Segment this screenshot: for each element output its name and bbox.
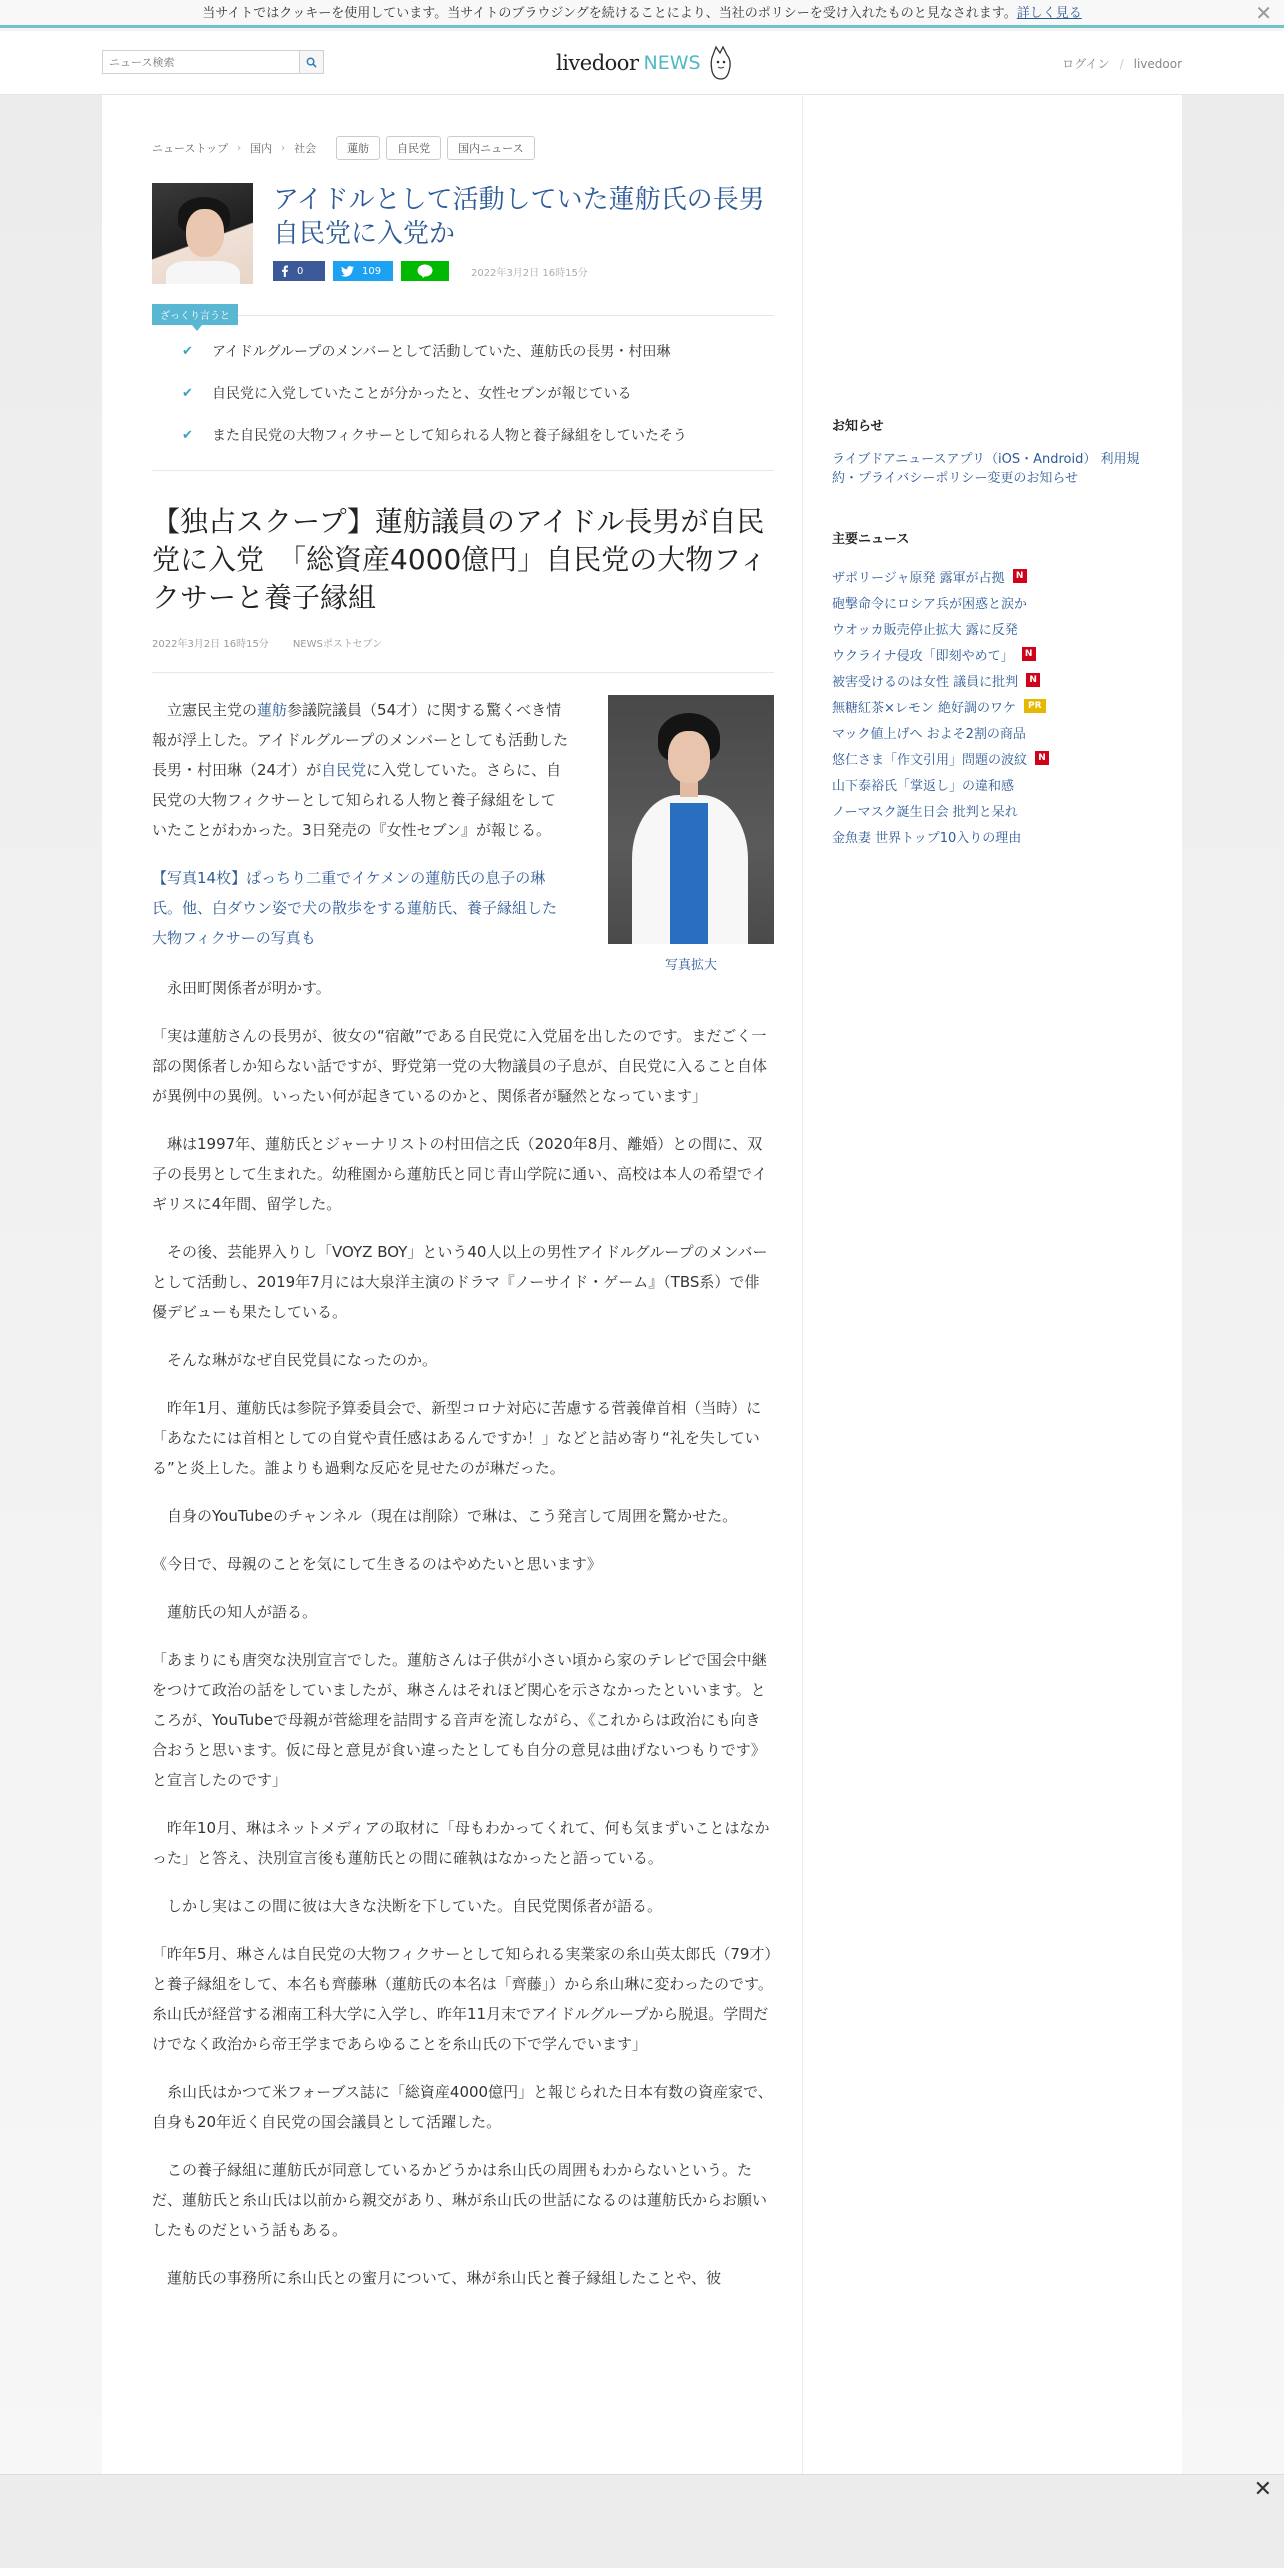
news-item[interactable] [832, 719, 1142, 745]
check-icon: ✔ [182, 385, 193, 401]
notice-link[interactable]: ライブドアニュースアプリ（iOS・Android） 利用規約・プライバシーポリシー変更のお知らせ [832, 452, 1140, 486]
article-lead [152, 695, 774, 973]
news-item-text: ノーマスク誕生日会 批判と呆れ [832, 804, 1018, 820]
share-buttons [273, 261, 774, 281]
news-item[interactable] [832, 641, 1142, 667]
news-item-text: ザポリージャ原発 露軍が占拠 [832, 570, 1005, 586]
new-badge: N [1013, 569, 1027, 583]
search-input[interactable] [103, 51, 299, 73]
login-link[interactable]: ログイン [1062, 57, 1110, 71]
livedoor-news-logo[interactable] [556, 45, 735, 81]
lead-paragraph: 立憲民主党の蓮舫参議院議員（54才）に関する驚くべき情報が浮上した。アイドルグループのメンバーとしても活動した長男・村田琳（24才）が自民党に入党していた。さらに、自民党の大物フィクサーとして知られる人物と養子縁組をしていたことがわかった。3日発売の『女性セブン』が報じる。 [152, 701, 569, 839]
breadcrumb-item-top[interactable]: ニューストップ [152, 142, 229, 155]
body-paragraph: 自身のYouTubeのチャンネル（現在は削除）で琳は、こう発言して周囲を驚かせた。 [167, 1507, 738, 1525]
article-date: 2022年3月2日 16時15分 [152, 639, 269, 650]
news-item-text: ウオッカ販売停止拡大 露に反発 [832, 622, 1018, 638]
summary-item [152, 330, 774, 372]
body-paragraph: その後、芸能界入りし「VOYZ BOY」という40人以上の男性アイドルグループのメンバーとして活動し、2019年7月には大泉洋主演のドラマ『ノーサイド・ゲーム』（TBS系）で俳優デビューも果たしている。 [152, 1243, 768, 1321]
summary-text: 自民党に入党していたことが分かったと、女性セブンが報じている [212, 386, 632, 402]
top-news-heading: 主要ニュース [832, 532, 910, 547]
twitter-share-button[interactable] [333, 261, 393, 281]
search-box [102, 50, 324, 74]
facebook-share-button[interactable] [273, 261, 325, 281]
chevron-right-icon: › [281, 142, 286, 154]
ldp-link[interactable]: 自民党 [321, 761, 367, 779]
news-item[interactable] [832, 693, 1142, 719]
breadcrumb-item-society[interactable]: 社会 [294, 142, 317, 155]
sidebar [832, 415, 1142, 849]
body-paragraph: 蓮舫氏の事務所に糸山氏との蜜月について、琳が糸山氏と養子縁組したことや、彼 [167, 2269, 722, 2287]
breadcrumb-item-domestic[interactable]: 国内 [250, 142, 273, 155]
line-share-button[interactable] [401, 261, 449, 281]
news-item[interactable] [832, 615, 1142, 641]
content-area [102, 95, 1182, 2495]
body-paragraph: 昨年1月、蓮舫氏は参院予算委員会で、新型コロナ対応に苦慮する菅義偉首相（当時）に「あなたには首相としての自覚や責任感はあるんですか！」などと詰め寄り“礼を失している”と炎上した。誰よりも過剰な反応を見せたのが琳だった。 [152, 1399, 762, 1477]
new-badge: N [1035, 751, 1049, 765]
body-paragraph: 昨年10月、琳はネットメディアの取材に「母もわかってくれて、何も気まずいことはなかった」と答え、決別宣言後も蓮舫氏との間に確執はなかったと語っている。 [152, 1819, 770, 1867]
search-button[interactable] [299, 51, 323, 73]
cookie-consent-bar [0, 0, 1284, 28]
line-icon [417, 264, 433, 278]
news-item-text: ウクライナ侵攻「即刻やめて」 [832, 648, 1014, 664]
body-paragraph: 「昨年5月、琳さんは自民党の大物フィクサーとして知られる実業家の糸山英太郎氏（79才）と養子縁組をして、本名も齊藤琳（蓮舫氏の本名は「齊藤」）から糸山琳に変わったのです。糸山氏が経営する湘南工科大学に入学し、昨年11月末でアイドルグループから脱退。学問だけでなく政治から帝王学まであらゆることを糸山氏の下で学んでいます」 [152, 1945, 773, 2053]
article-thumbnail[interactable] [152, 183, 253, 284]
body-paragraph: 琳は1997年、蓮舫氏とジャーナリストの村田信之氏（2020年8月、離婚）との間に、双子の長男として生まれた。幼稚園から蓮舫氏と同じ青山学院に通い、高校は本人の希望でイギリスに4年間、留学した。 [152, 1135, 768, 1213]
photo-gallery-link[interactable]: 【写真14枚】ぱっちり二重でイケメンの蓮舫氏の息子の琳氏。他、白ダウン姿で犬の散歩をする蓮舫氏、養子縁組した大物フィクサーの写真も [152, 869, 558, 947]
body-paragraph: 糸山氏はかつて米フォーブス誌に「総資産4000億円」と報じられた日本有数の資産家で、自身も20年近く自民党の国会議員として活躍した。 [152, 2083, 773, 2131]
cookie-close-icon[interactable]: ✕ [1255, 1, 1272, 25]
top-news-list [832, 563, 1142, 849]
summary-item [152, 372, 774, 414]
news-item[interactable] [832, 745, 1142, 771]
pr-badge: PR [1024, 699, 1046, 713]
new-badge: N [1022, 647, 1036, 661]
body-paragraph: 《今日で、母親のことを気にして生きるのはやめたいと思います》 [152, 1555, 602, 1573]
article-headline: 【独占スクープ】蓮舫議員のアイドル長男が自民党に入党 「総資産4000億円」自民党の大物フィクサーと養子縁組 [152, 505, 768, 614]
news-item-text: 山下泰裕氏「掌返し」の違和感 [832, 778, 1015, 794]
body-paragraph: この養子縁組に蓮舫氏が同意しているかどうかは糸山氏の周囲もわからないという。ただ、蓮舫氏と糸山氏は以前から親交があり、琳が糸山氏の世話になるのは蓮舫氏からお願いしたものだという話もある。 [152, 2161, 768, 2239]
summary-item [152, 414, 774, 456]
new-badge: N [1026, 673, 1040, 687]
breadcrumb [152, 135, 774, 161]
tag-domestic-news[interactable]: 国内ニュース [447, 136, 534, 160]
close-icon[interactable]: ✕ [1253, 2477, 1272, 2502]
news-item[interactable] [832, 589, 1142, 615]
body-paragraph: 永田町関係者が明かす。 [167, 979, 331, 997]
news-item-text: マック値上げへ およそ2割の商品 [832, 726, 1026, 742]
header-links [1062, 55, 1182, 72]
summary-text: アイドルグループのメンバーとして活動していた、蓮舫氏の長男・村田琳 [212, 344, 671, 360]
news-item-text: 金魚妻 世界トップ10入りの理由 [832, 830, 1022, 846]
article-photo[interactable] [608, 695, 774, 944]
logo-news-text: NEWS [643, 52, 701, 74]
facebook-icon [281, 265, 289, 277]
body-paragraph: しかし実はこの間に彼は大きな決断を下していた。自民党関係者が語る。 [167, 1897, 663, 1915]
article-date-small: 2022年3月2日 16時15分 [471, 267, 588, 279]
logo-livedoor-text: livedoor [556, 51, 639, 75]
news-item[interactable] [832, 563, 1142, 589]
body-paragraph: 「実は蓮舫さんの長男が、彼女の“宿敵”である自民党に入党届を出したのです。まだごく一部の関係者しか知らない話ですが、野党第一党の大物議員の子息が、自民党に入ること自体が異例中の異例。いったい何が起きているのかと、関係者が騒然となっています」 [152, 1027, 768, 1105]
twitter-count: 109 [362, 265, 382, 277]
article-photo-box [608, 695, 774, 973]
body-paragraph: そんな琳がなぜ自民党員になったのか。 [167, 1351, 438, 1369]
page-background-right [1182, 95, 1284, 2475]
chevron-right-icon: › [237, 142, 242, 154]
cookie-text: 当サイトではクッキーを使用しています。当サイトのブラウジングを続けることにより、当社のポリシーを受け入れたものと見なされます。 [202, 6, 1017, 21]
summary-list [152, 330, 774, 456]
summary-label: ざっくり言うと [152, 304, 238, 325]
article-source[interactable]: NEWSポストセブン [292, 639, 383, 650]
news-item-text: 被害受けるのは女性 議員に批判 [832, 674, 1019, 690]
check-icon: ✔ [182, 343, 193, 359]
article-main [152, 135, 774, 2311]
facebook-count: 0 [297, 265, 304, 277]
news-item-text: 無糖紅茶×レモン 絶好調のワケ [832, 700, 1017, 716]
article-title: アイドルとして活動していた蓮舫氏の長男 自民党に入党か [273, 185, 765, 249]
news-item[interactable] [832, 771, 1142, 797]
site-header [0, 31, 1284, 95]
body-paragraph: 「あまりにも唐突な決別宣言でした。蓮舫さんは子供が小さい頃から家のテレビで国会中継をつけて政治の話をしていましたが、琳さんはそれほど関心を示さなかったといいます。ところが、YouTubeで母親が菅総理を詰問する音声を流しながら、《これからは政治にも向き合おうと思います。仮に母と意見が食い違ったとしても自分の意見は曲げないつもりです》と宣言したのです」 [152, 1651, 767, 1789]
bottom-ad-bar [0, 2474, 1284, 2568]
twitter-icon [341, 266, 354, 277]
cookie-details-link[interactable]: 詳しく見る [1016, 6, 1082, 21]
page-background-left [0, 95, 102, 2475]
news-item[interactable] [832, 823, 1142, 849]
tag-renho[interactable]: 蓮舫 [336, 136, 380, 160]
summary-text: また自民党の大物フィクサーとして知られる人物と養子縁組をしていたそう [212, 428, 687, 444]
photo-enlarge-link[interactable]: 写真拡大 [664, 958, 717, 973]
livedoor-link[interactable]: livedoor [1133, 57, 1182, 71]
news-item[interactable] [832, 667, 1142, 693]
article-meta [152, 635, 774, 650]
notice-heading: お知らせ [832, 419, 884, 434]
article-header [152, 183, 774, 284]
article-body [152, 973, 774, 2293]
mascot-icon [707, 45, 735, 81]
news-item[interactable] [832, 797, 1142, 823]
header-separator: / [1119, 57, 1124, 71]
renho-link[interactable]: 蓮舫 [257, 701, 288, 719]
news-item-text: 砲撃命令にロシア兵が困惑と涙か [832, 596, 1028, 612]
news-item-text: 悠仁さま「作文引用」問題の波紋 [832, 752, 1028, 768]
check-icon: ✔ [182, 427, 193, 443]
search-icon [306, 57, 317, 68]
tag-ldp[interactable]: 自民党 [386, 136, 441, 160]
body-paragraph: 蓮舫氏の知人が語る。 [167, 1603, 318, 1621]
